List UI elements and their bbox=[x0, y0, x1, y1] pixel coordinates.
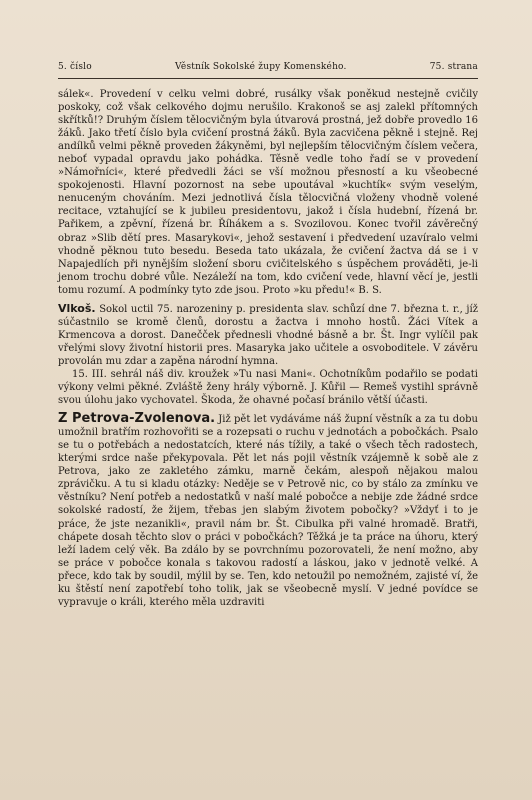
section-heading: Z Petrova-Zvolenova. bbox=[58, 411, 216, 427]
section-vlkos bbox=[58, 302, 478, 368]
journal-title: Věstník Sokolské župy Komenského. bbox=[175, 62, 347, 72]
paragraph-text: Sokol uctil 75. narozeniny p. presidenta slav. schůzí dne 7. března t. r., jíž súčastnilo se kromě členů, dorostu a žactva i mnoho hostů. Žáci Vítek a Krmencova a dorost. Danečček přednesli vhodné básně a br. Št. Ingr vylíčil pak vřelými slovy životní historii pres. Masaryka jako učitele a osvoboditele. V závěru provolán mu zdar a zapěna národní hymna. bbox=[58, 303, 478, 367]
page-number: 75. strana bbox=[429, 62, 478, 72]
paragraph-text: Již pět let vydáváme náš župní věstník a za tu dobu umožnil bratřím rozhovořiti se a rozepsati o ruchu v jednotách a pobočkách. Psalo se tu o potřebách a nedostatcích, které nás tížily, a také o všech těch radostech, kterými srdce naše překypovala. Pět let nás pojil věstník vzájemně k sobě ale z Petrova, jako ze zakletého zámku, marně čekám, alespoň nějakou malou zprávičku. A tu si kladu otázky: Neděje se v Petrově nic, co by stálo za zmínku ve věstníku? Není potřeb a nedostatků v naší malé pobočce a nebije zde žádné srdce sokolské radostí, že žijem, třebas jen slabým životem pobočky? »Vždyť i to je práce, že jste nezanikli«, pravil nám br. Št. Cibulka při valné hromadě. Bratři, chápete dosah těchto slov o práci v pobočkách? Těžká je ta práce na úhoru, který leží ladem celý věk. Ba zdálo by se povrchnímu pozorovateli, že není možno, aby se práce v pobočce konala s takovou radostí a láskou, jako v jednotě velké. A přece, kdo tak by soudil, mýlil by se. Ten, kdo netoužil po nemožném, zajisté ví, že ku štěstí není zapotřebí toho tolik, jak se všeobecně myslí. V jedné povídce se vypravuje o králi, kterého měla uzdraviti bbox=[58, 414, 478, 608]
header-rule bbox=[58, 78, 478, 79]
section-petrov bbox=[58, 412, 478, 609]
issue-number: 5. číslo bbox=[58, 62, 92, 72]
article-body bbox=[58, 88, 478, 609]
running-header bbox=[58, 62, 478, 72]
section-heading: Vlkoš. bbox=[58, 301, 96, 315]
paragraph-text: 15. III. sehrál náš div. kroužek »Tu nasi Mani«. Ochotníkům podařilo se podati výkony velmi pěkné. Zvláště ženy hrály výborně. J. Kůřil — Remeš vystihl správně svou úlohu jako vychovatel. Škoda, že ohavné počasí bránilo větší účasti. bbox=[58, 368, 478, 407]
paragraph-text: sálek«. Provedení v celku velmi dobré, rusálky však poněkud nestejně cvičily poskoky, což však celkového dojmu nerušilo. Krakonoš se asj zalekl přítomných skřítků!? Druhým číslem tělocvičným byla útvarová prostná, jež dobře provedlo 16 žáků. Jako třetí číslo byla cvičení prostná žáků. Byla zacvičena pěkně i stejně. Rej andílků velmi pěkně proveden žákyněmi, byl nejlepším tělocvičným číslem večera, neboť vypadal opravdu jako pohádka. Těsně vedle toho řadí se v provedení »Námořníci«, které předvedli žáci se vší možnou přesností a ku všeobecné spokojenosti. Hlavní pozornost na sebe upoutával »kuchtík« svým veselým, nenuceným chováním. Mezi jednotlivá čísla tělocvičná vloženy vhodně volené recitace, vztahující se k jubileu presidentovu, jakož i čísla hudební, řízená br. Pařikem, a zpěvní, řízená br. Říhákem a s. Svozilovou. Konec tvořil závěrečný obraz »Slib dětí pres. Masarykovi«, jehož sestavení i předvedení uzavíralo velmi vhodně pěknou tuto besedu. Beseda tato ukázala, že cvičení žactva dá se i v Napajedlích při nynějším složení sboru cvičitelského s úspěchem prováděti, je-li jenom trochu dobré vůle. Nezáleží na tom, kdo cvičení vede, hlavní věcí je, jestli tomu rozumí. A podmínky tyto zde jsou. Proto »ku předu!« B. S. bbox=[58, 89, 478, 296]
paragraph-divadlo bbox=[58, 368, 478, 407]
paragraph-beseda bbox=[58, 88, 478, 297]
